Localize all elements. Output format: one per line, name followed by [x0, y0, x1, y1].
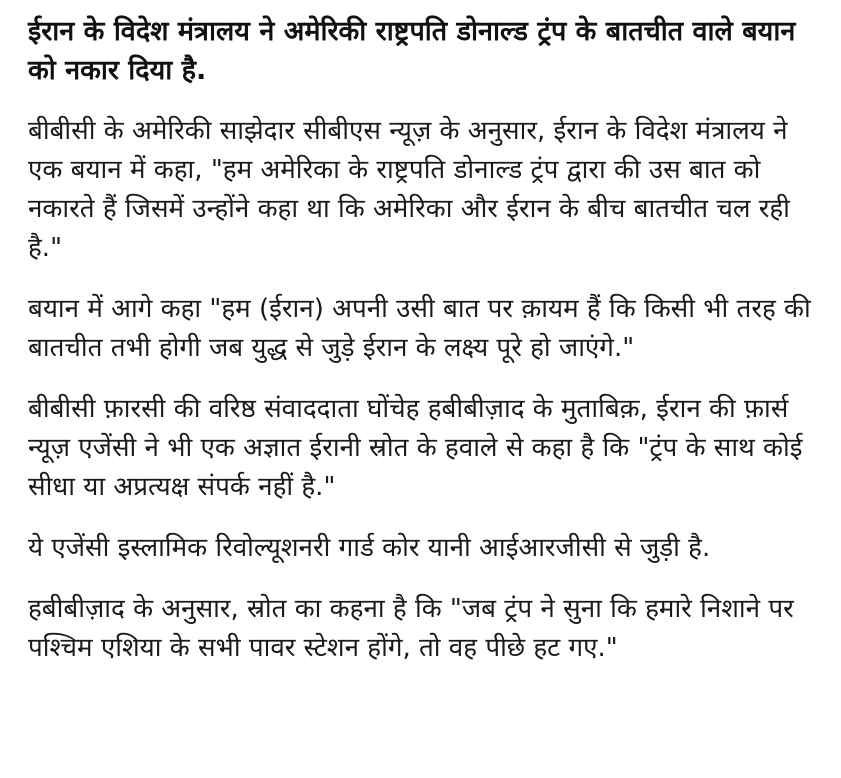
- article-paragraph: ये एजेंसी इस्लामिक रिवोल्यूशनरी गार्ड कोर यानी आईआरजीसी से जुड़ी है.: [28, 533, 711, 563]
- article-paragraph: बीबीसी फ़ारसी की वरिष्ठ संवाददाता घोंचेह हबीबीज़ाद के मुताबिक़, ईरान की फ़ार्स न्यूज़ एजेंसी ने भी एक अज्ञात ईरानी स्रोत के हवाले से कहा है कि "ट्रंप के साथ कोई सीधा या अप्रत्यक्ष संपर्क नहीं है.": [28, 394, 803, 502]
- article-paragraph: बीबीसी के अमेरिकी साझेदार सीबीएस न्यूज़ के अनुसार, ईरान के विदेश मंत्रालय ने एक बयान में कहा, "हम अमेरिका के राष्ट्रपति डोनाल्ड ट्रंप द्वारा की उस बात को नकारते हैं जिसमें उन्होंने कहा था कि अमेरिका और ईरान के बीच बातचीत चल रही है.": [28, 116, 790, 263]
- article-body: [28, 12, 828, 690]
- article-headline: ईरान के विदेश मंत्रालय ने अमेरिकी राष्ट्रपति डोनाल्ड ट्रंप के बातचीत वाले बयान को नकार दिया है.: [28, 16, 796, 86]
- article-paragraph: बयान में आगे कहा "हम (ईरान) अपनी उसी बात पर क़ायम हैं कि किसी भी तरह की बातचीत तभी होगी जब युद्ध से जुड़े ईरान के लक्ष्य पूरे हो जाएंगे.": [28, 294, 811, 363]
- article-paragraph: हबीबीज़ाद के अनुसार, स्रोत का कहना है कि "जब ट्रंप ने सुना कि हमारे निशाने पर पश्चिम एशिया के सभी पावर स्टेशन होंगे, तो वह पीछे हट गए.": [28, 594, 794, 663]
